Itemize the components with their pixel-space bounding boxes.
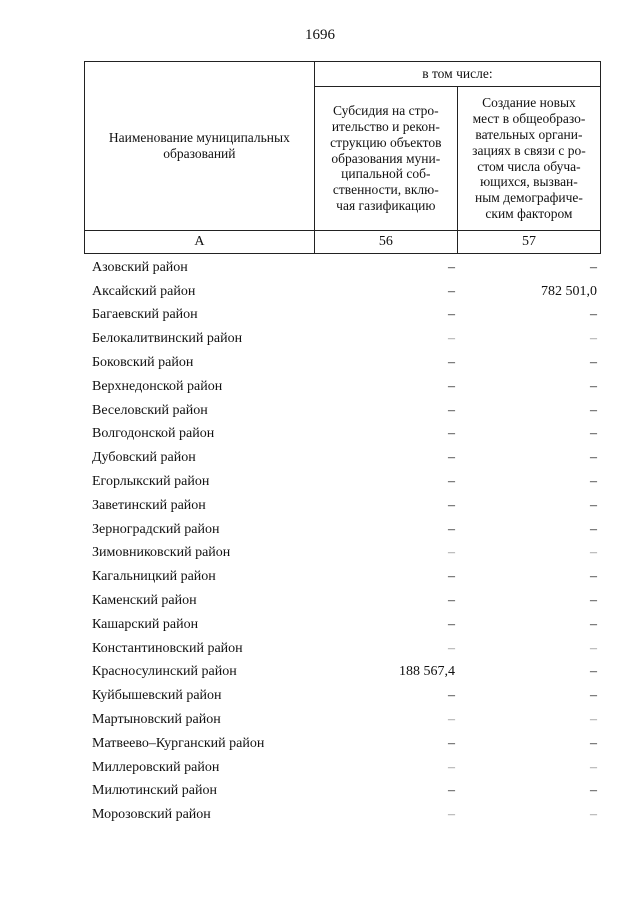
row-value-57: – xyxy=(590,712,597,728)
row-value-56: – xyxy=(448,402,455,418)
row-value-57: – xyxy=(590,593,597,609)
table-row xyxy=(84,327,601,351)
table-row xyxy=(84,399,601,423)
row-value-57: – xyxy=(590,783,597,799)
row-municipality-name: Волгодонской район xyxy=(92,426,215,442)
table-row xyxy=(84,637,601,661)
row-municipality-name: Белокалитвинский район xyxy=(92,331,243,347)
row-value-56: – xyxy=(448,331,455,347)
row-value-56: – xyxy=(448,807,455,823)
row-municipality-name: Милютинский район xyxy=(92,783,218,799)
header-code-a: А xyxy=(85,231,315,254)
header-name-column xyxy=(85,62,315,231)
row-municipality-name: Егорлыкский район xyxy=(92,474,210,490)
row-value-57: – xyxy=(590,307,597,323)
row-value-57: – xyxy=(590,545,597,561)
table-row xyxy=(84,256,601,280)
header-col-56 xyxy=(314,87,457,231)
row-value-57: – xyxy=(590,759,597,775)
row-value-57: – xyxy=(590,259,597,275)
row-municipality-name: Азовский район xyxy=(92,259,188,275)
row-municipality-name: Кашарский район xyxy=(92,616,199,632)
row-value-56: – xyxy=(448,378,455,394)
header-col-56-label: Субсидия на стро- ительство и рекон- струкцию объектов образования муни- ципальной соб- ственности, вклю- чая газификацию xyxy=(330,102,442,214)
row-value-57: – xyxy=(590,402,597,418)
table-row xyxy=(84,803,601,827)
row-municipality-name: Кагальницкий район xyxy=(92,569,216,585)
row-municipality-name: Зерноградский район xyxy=(92,521,220,537)
row-value-56: – xyxy=(448,497,455,513)
table-row xyxy=(84,423,601,447)
row-municipality-name: Верхнедонской район xyxy=(92,378,223,394)
row-value-56: – xyxy=(448,640,455,656)
page-number: 1696 xyxy=(305,27,335,43)
row-value-57: – xyxy=(590,616,597,632)
row-value-56: – xyxy=(448,735,455,751)
row-value-56: – xyxy=(448,259,455,275)
row-value-57: – xyxy=(590,378,597,394)
table-row xyxy=(84,494,601,518)
row-value-56: 188 567,4 xyxy=(399,664,455,680)
row-value-57: – xyxy=(590,331,597,347)
header-code-57: 57 xyxy=(457,231,600,254)
row-municipality-name: Мартыновский район xyxy=(92,712,221,728)
row-value-57: – xyxy=(590,355,597,371)
row-value-57: – xyxy=(590,426,597,442)
row-value-57: 782 501,0 xyxy=(541,283,597,299)
row-value-57: – xyxy=(590,521,597,537)
table-row xyxy=(84,542,601,566)
row-value-57: – xyxy=(590,497,597,513)
row-value-56: – xyxy=(448,569,455,585)
row-value-57: – xyxy=(590,735,597,751)
row-value-57: – xyxy=(590,569,597,585)
table-row xyxy=(84,589,601,613)
row-value-56: – xyxy=(448,450,455,466)
row-value-57: – xyxy=(590,688,597,704)
row-municipality-name: Заветинский район xyxy=(92,497,206,513)
table-row xyxy=(84,375,601,399)
row-value-57: – xyxy=(590,450,597,466)
table-row xyxy=(84,780,601,804)
table-row xyxy=(84,446,601,470)
header-including: в том числе: xyxy=(314,62,600,87)
row-value-56: – xyxy=(448,474,455,490)
table-row xyxy=(84,470,601,494)
row-municipality-name: Боковский район xyxy=(92,355,194,371)
table-row xyxy=(84,708,601,732)
table-row xyxy=(84,518,601,542)
row-value-56: – xyxy=(448,616,455,632)
table-row xyxy=(84,304,601,328)
row-municipality-name: Морозовский район xyxy=(92,807,211,823)
row-value-57: – xyxy=(590,664,597,680)
header-col-57-label: Создание новых мест в общеобразо- вательных органи- зациях в связи с ро- стом числа обуча- ющихся, вызван- ным демографиче- ским фактором xyxy=(472,94,586,222)
row-value-57: – xyxy=(590,807,597,823)
table-row xyxy=(84,684,601,708)
row-municipality-name: Красносулинский район xyxy=(92,664,237,680)
row-municipality-name: Дубовский район xyxy=(92,450,196,466)
row-value-56: – xyxy=(448,283,455,299)
row-value-56: – xyxy=(448,712,455,728)
row-municipality-name: Каменский район xyxy=(92,593,197,609)
table-row xyxy=(84,351,601,375)
header-code-56: 56 xyxy=(314,231,457,254)
row-value-56: – xyxy=(448,545,455,561)
table-row xyxy=(84,565,601,589)
row-value-57: – xyxy=(590,474,597,490)
header-col-57 xyxy=(457,87,600,231)
table-row xyxy=(84,756,601,780)
row-municipality-name: Зимовниковский район xyxy=(92,545,231,561)
row-value-56: – xyxy=(448,307,455,323)
row-municipality-name: Константиновский район xyxy=(92,640,243,656)
row-value-57: – xyxy=(590,640,597,656)
row-value-56: – xyxy=(448,426,455,442)
row-municipality-name: Матвеево–Курганский район xyxy=(92,735,265,751)
table-body xyxy=(84,256,601,827)
row-municipality-name: Аксайский район xyxy=(92,283,196,299)
row-value-56: – xyxy=(448,688,455,704)
row-value-56: – xyxy=(448,759,455,775)
row-municipality-name: Багаевский район xyxy=(92,307,198,323)
table-row xyxy=(84,661,601,685)
row-municipality-name: Куйбышевский район xyxy=(92,688,222,704)
table-row xyxy=(84,280,601,304)
row-municipality-name: Веселовский район xyxy=(92,402,208,418)
table-row xyxy=(84,613,601,637)
header-name-label: Наименование муниципальных образований xyxy=(108,130,290,161)
row-municipality-name: Миллеровский район xyxy=(92,759,220,775)
row-value-56: – xyxy=(448,355,455,371)
table-header xyxy=(84,61,601,254)
row-value-56: – xyxy=(448,783,455,799)
table-row xyxy=(84,732,601,756)
row-value-56: – xyxy=(448,593,455,609)
row-value-56: – xyxy=(448,521,455,537)
